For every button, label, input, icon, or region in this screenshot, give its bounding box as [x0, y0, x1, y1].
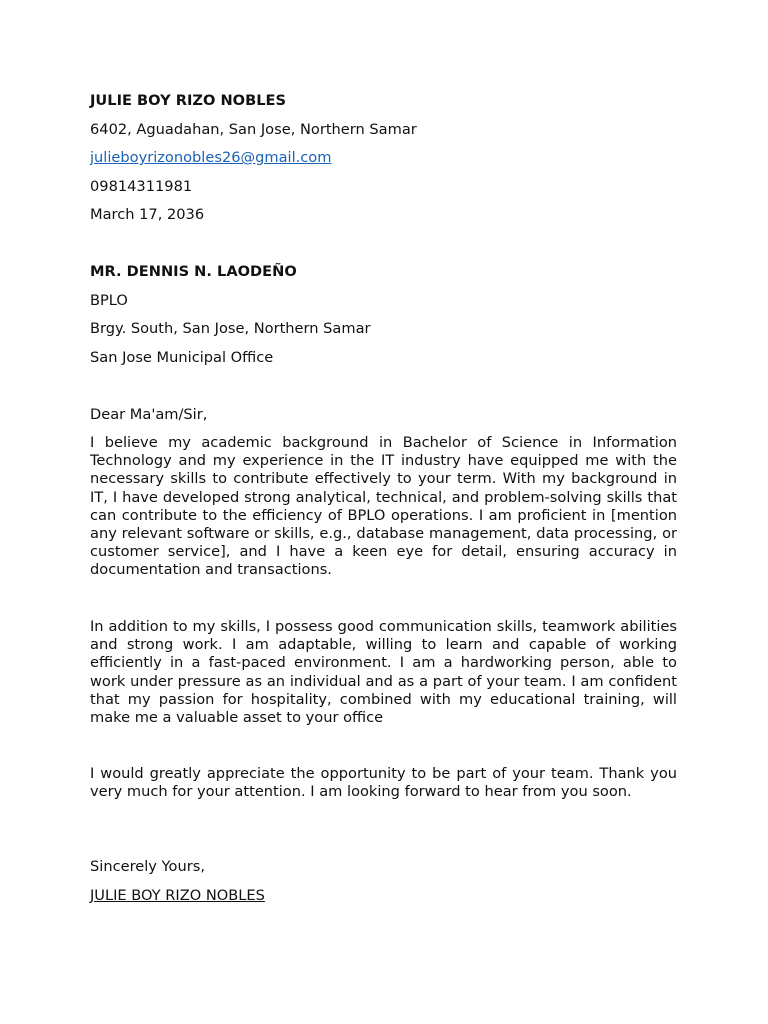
letter-date: March 17, 2036: [90, 206, 205, 223]
body-paragraph-3: I would greatly appreciate the opportunity to be part of your team. Thank you very much for your attention. I am looking forward to hear from you soon.: [90, 765, 677, 801]
sender-address: 6402, Aguadahan, San Jose, Northern Samar: [90, 121, 417, 138]
recipient-name: MR. DENNIS N. LAODEÑO: [90, 263, 297, 280]
recipient-office: BPLO: [90, 292, 128, 309]
sender-email-link[interactable]: julieboyrizonobles26@gmail.com: [90, 149, 332, 166]
body-paragraph-1: I believe my academic background in Bachelor of Science in Information Technology and my experience in the IT industry have equipped me with the necessary skills to contribute effectively to your term. With my background in IT, I have developed strong analytical, technical, and problem-solving skills that can contribute to the efficiency of BPLO operations. I am proficient in [mention any relevant software or skills, e.g., database management, data processing, or customer service], and I have a keen eye for detail, ensuring accuracy in documentation and transactions.: [90, 434, 677, 579]
recipient-address: Brgy. South, San Jose, Northern Samar: [90, 320, 371, 337]
letter-page: [90, 0, 677, 1024]
body-paragraph-2: In addition to my skills, I possess good communication skills, teamwork abilities and strong work. I am adaptable, willing to learn and capable of working efficiently in a fast-paced environment. I am a hardworking person, able to work under pressure as an individual and as a part of your team. I am confident that my passion for hospitality, combined with my educational training, will make me a valuable asset to your office: [90, 618, 677, 727]
recipient-organization: San Jose Municipal Office: [90, 349, 274, 366]
closing: Sincerely Yours,: [90, 858, 205, 875]
signature-name: JULIE BOY RIZO NOBLES: [90, 887, 265, 904]
sender-name: JULIE BOY RIZO NOBLES: [90, 92, 286, 109]
sender-phone: 09814311981: [90, 178, 193, 195]
salutation: Dear Ma'am/Sir,: [90, 406, 208, 423]
